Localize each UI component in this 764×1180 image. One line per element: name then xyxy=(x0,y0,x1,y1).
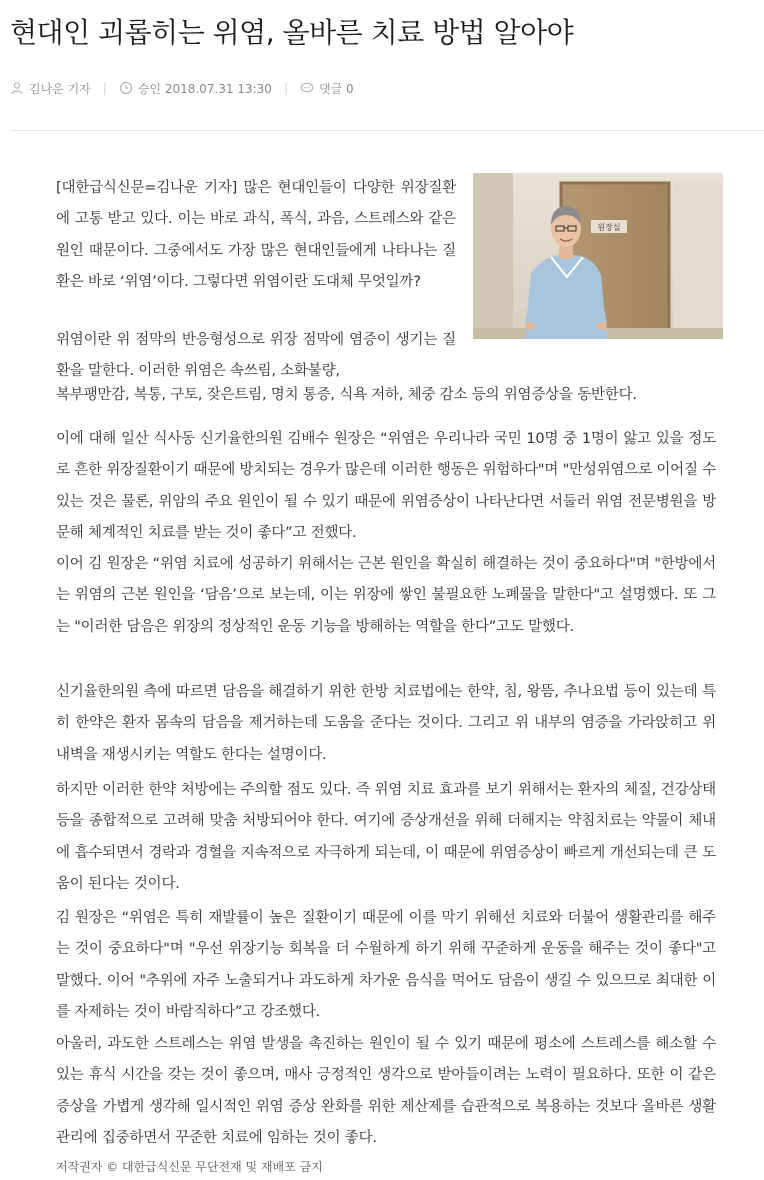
paragraph-2-part-2: 복부팽만감, 복통, 구토, 잦은트림, 명치 통증, 식욕 저하, 체중 감소 등의 위염증상을 동반한다. xyxy=(56,387,637,403)
paragraph-1: [대한급식신문=김나운 기자] 많은 현대인들이 다양한 위장질환에 고통 받고 있다. 이는 바로 과식, 폭식, 과음, 스트레스와 같은 원인 때문이다. 그중에서도 가장 많은 현대인들에게 나타나는 질환은 바로 ‘위염’이다. 그렇다면 위염이란 도대체 무엇일까? xyxy=(56,180,456,290)
paragraph-4: 이어 김 원장은 “위염 치료에 성공하기 위해서는 근본 원인을 확실히 해결하는 것이 중요하다"며 "한방에서는 위염의 근본 원인을 ‘담음’으로 보는데, 이는 위장에 쌓인 불필요한 노폐물을 말한다"고 설명했다. 또 그는 "이러한 담음은 위장의 정상적인 운동 기능을 방해하는 역할을 한다”고도 말했다. xyxy=(56,556,716,635)
comment-count[interactable]: 댓글 0 xyxy=(318,81,354,96)
paragraph-8: 아울러, 과도한 스트레스는 위염 발생을 촉진하는 원인이 될 수 있기 때문에 평소에 스트레스를 해소할 수 있는 휴식 시간을 갖는 것이 좋으며, 매사 긍정적인 생각으로 받아들이려는 노력이 필요하다. 또한 이 같은 증상을 가볍게 생각해 일시적인 위염 증상 완화를 위한 제산제를 습관적으로 복용하는 것보다 올바른 생활관리에 집중하면서 꾸준한 치료에 임하는 것이 좋다. xyxy=(56,1036,716,1146)
paragraph-5: 신기율한의원 측에 따르면 담음을 해결하기 위한 한방 치료법에는 한약, 침, 왕뜸, 추나요법 등이 있는데 특히 한약은 환자 몸속의 담음을 제거하는데 도움을 준다는 것이다. 그리고 위 내부의 염증을 가라앉히고 위 내벽을 재생시키는 역할도 한다는 설명이다. xyxy=(56,684,716,763)
author-name[interactable]: 김나운 기자 xyxy=(29,81,91,96)
author-info xyxy=(10,80,91,97)
article-title: 현대인 괴롭히는 위염, 올바른 치료 방법 알아야 xyxy=(10,16,574,49)
meta-divider: | xyxy=(283,81,288,95)
meta-divider: | xyxy=(102,81,107,95)
clock-icon xyxy=(119,81,133,95)
approval-info xyxy=(119,80,272,97)
door-sign: 원장실 xyxy=(597,223,621,232)
person-icon xyxy=(10,81,24,95)
paragraph-6: 하지만 이러한 한약 처방에는 주의할 점도 있다. 즉 위염 치료 효과를 보기 위해서는 환자의 체질, 건강상태 등을 종합적으로 고려해 맞춤 처방되어야 한다. 여기에 증상개선을 위해 더해지는 약침치료는 약물이 체내에 흡수되면서 경락과 경혈을 지속적으로 자극하게 되는데, 이 때문에 위염증상이 빠르게 개선되는데 큰 도움이 된다는 것이다. xyxy=(56,782,716,892)
paragraph-7: 김 원장은 “위염은 특히 재발률이 높은 질환이기 때문에 이를 막기 위해선 치료와 더불어 생활관리를 해주는 것이 중요하다"며 "우선 위장기능 회복을 더 수월하게 하기 위해 꾸준하게 운동을 해주는 것이 좋다"고 말했다. 이어 "추위에 자주 노출되거나 과도하게 차가운 음식을 먹어도 담음이 생길 수 있으므로 최대한 이를 자제하는 것이 바람직하다”고 강조했다. xyxy=(56,910,716,1020)
header-divider xyxy=(10,130,764,131)
approval-time: 승인 2018.07.31 13:30 xyxy=(137,81,272,96)
article-meta xyxy=(10,78,354,98)
speech-bubble-icon xyxy=(300,81,314,95)
doctor-photo-illustration xyxy=(473,173,723,339)
comment-info[interactable] xyxy=(300,80,354,97)
article-photo xyxy=(473,173,723,339)
paragraph-2-part-1: 위염이란 위 점막의 반응형성으로 위장 점막에 염증이 생기는 질환을 말한다. 이러한 위염은 속쓰림, 소화불량, xyxy=(56,332,456,380)
copyright-notice: 저작권자 © 대한급식신문 무단전재 및 재배포 금지 xyxy=(56,1160,323,1174)
paragraph-3: 이에 대해 일산 식사동 신기율한의원 김배수 원장은 “위염은 우리나라 국민 10명 중 1명이 앓고 있을 정도로 흔한 위장질환이기 때문에 방치되는 경우가 많은데 이러한 행동은 위험하다"며 "만성위염으로 이어질 수 있는 것은 물론, 위암의 주요 원인이 될 수 있기 때문에 위염증상이 나타난다면 서둘러 위염 전문병원을 방문해 체계적인 치료를 받는 것이 좋다”고 전했다. xyxy=(56,431,716,541)
